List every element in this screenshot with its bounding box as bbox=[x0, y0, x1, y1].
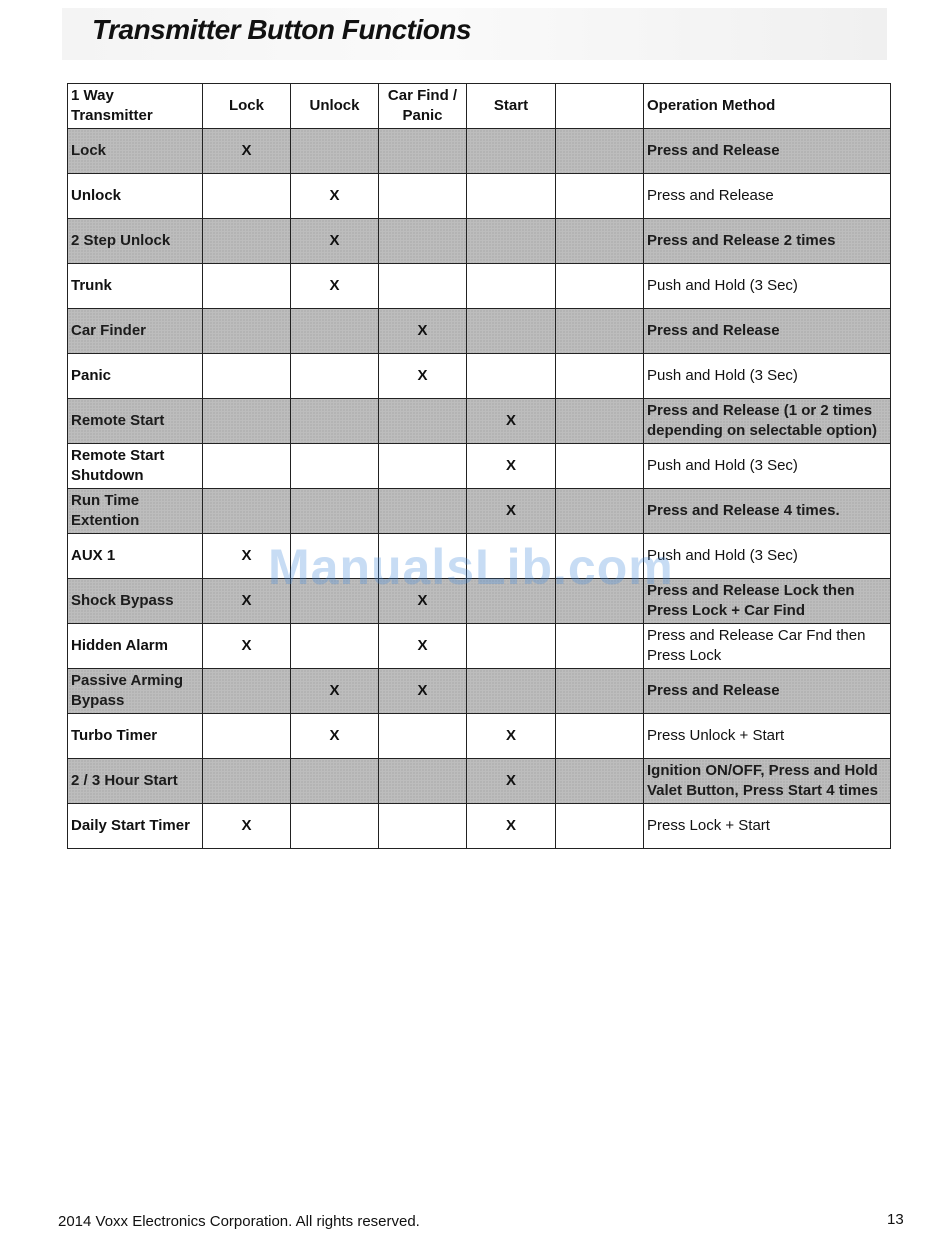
button-mark-cell bbox=[203, 174, 291, 219]
button-mark-cell bbox=[291, 579, 379, 624]
button-mark-cell: X bbox=[467, 759, 556, 804]
button-mark-cell: X bbox=[379, 624, 467, 669]
operation-method-cell: Press and Release 2 times bbox=[644, 219, 891, 264]
button-mark-cell bbox=[556, 534, 644, 579]
table-body bbox=[68, 129, 891, 849]
transmitter-functions-table bbox=[67, 83, 891, 849]
button-mark-cell bbox=[467, 669, 556, 714]
button-mark-cell bbox=[379, 714, 467, 759]
operation-method-cell: Push and Hold (3 Sec) bbox=[644, 444, 891, 489]
button-mark-cell bbox=[203, 354, 291, 399]
button-mark-cell bbox=[556, 309, 644, 354]
button-mark-cell: X bbox=[291, 669, 379, 714]
operation-method-cell: Press and Release bbox=[644, 309, 891, 354]
button-mark-cell: X bbox=[203, 534, 291, 579]
operation-method-cell: Press and Release bbox=[644, 669, 891, 714]
button-mark-cell bbox=[467, 579, 556, 624]
button-mark-cell bbox=[379, 174, 467, 219]
table-row bbox=[68, 174, 891, 219]
page-title: Transmitter Button Functions bbox=[92, 14, 472, 45]
header-function: 1 Way Transmitter bbox=[68, 84, 203, 129]
button-mark-cell bbox=[291, 444, 379, 489]
operation-method-cell: Press Unlock + Start bbox=[644, 714, 891, 759]
button-mark-cell bbox=[556, 489, 644, 534]
button-mark-cell bbox=[379, 759, 467, 804]
button-mark-cell bbox=[379, 219, 467, 264]
button-mark-cell bbox=[203, 759, 291, 804]
watermark: ManualsLib.com bbox=[268, 539, 674, 595]
button-mark-cell: X bbox=[467, 804, 556, 849]
button-mark-cell: X bbox=[291, 174, 379, 219]
button-mark-cell bbox=[556, 444, 644, 489]
function-name-cell: Passive Arming Bypass bbox=[68, 669, 203, 714]
table-row bbox=[68, 624, 891, 669]
button-mark-cell: X bbox=[379, 354, 467, 399]
button-mark-cell bbox=[291, 129, 379, 174]
operation-method-cell: Press and Release Car Fnd then Press Lock bbox=[644, 624, 891, 669]
button-mark-cell bbox=[203, 714, 291, 759]
operation-method-cell: Press and Release Lock then Press Lock + Car Find bbox=[644, 579, 891, 624]
button-mark-cell bbox=[203, 264, 291, 309]
table-row bbox=[68, 399, 891, 444]
table-row bbox=[68, 714, 891, 759]
button-mark-cell bbox=[291, 534, 379, 579]
operation-method-cell: Press and Release (1 or 2 times depending on selectable option) bbox=[644, 399, 891, 444]
table-row bbox=[68, 219, 891, 264]
button-mark-cell: X bbox=[467, 444, 556, 489]
button-mark-cell bbox=[291, 309, 379, 354]
button-mark-cell bbox=[467, 174, 556, 219]
button-mark-cell: X bbox=[291, 264, 379, 309]
button-mark-cell bbox=[467, 129, 556, 174]
button-mark-cell: X bbox=[467, 489, 556, 534]
button-mark-cell bbox=[467, 354, 556, 399]
button-mark-cell bbox=[379, 444, 467, 489]
button-mark-cell bbox=[203, 669, 291, 714]
operation-method-cell: Press and Release 4 times. bbox=[644, 489, 891, 534]
button-mark-cell bbox=[379, 489, 467, 534]
function-name-cell: Hidden Alarm bbox=[68, 624, 203, 669]
button-mark-cell: X bbox=[379, 579, 467, 624]
table-header-row bbox=[68, 84, 891, 129]
header-start: Start bbox=[467, 84, 556, 129]
button-mark-cell bbox=[203, 399, 291, 444]
table-row bbox=[68, 759, 891, 804]
function-name-cell: Daily Start Timer bbox=[68, 804, 203, 849]
operation-method-cell: Push and Hold (3 Sec) bbox=[644, 354, 891, 399]
button-mark-cell bbox=[467, 264, 556, 309]
footer-copyright: 2014 Voxx Electronics Corporation. All rights reserved. bbox=[58, 1213, 420, 1230]
button-mark-cell bbox=[467, 309, 556, 354]
button-mark-cell bbox=[203, 309, 291, 354]
function-name-cell: Panic bbox=[68, 354, 203, 399]
table-row bbox=[68, 264, 891, 309]
function-name-cell: Car Finder bbox=[68, 309, 203, 354]
table-row bbox=[68, 489, 891, 534]
button-mark-cell bbox=[291, 399, 379, 444]
function-name-cell: 2 / 3 Hour Start bbox=[68, 759, 203, 804]
button-mark-cell: X bbox=[467, 714, 556, 759]
button-mark-cell bbox=[291, 759, 379, 804]
button-mark-cell: X bbox=[379, 669, 467, 714]
button-mark-cell: X bbox=[203, 804, 291, 849]
button-mark-cell bbox=[556, 804, 644, 849]
button-mark-cell bbox=[291, 804, 379, 849]
function-name-cell: Unlock bbox=[68, 174, 203, 219]
button-mark-cell: X bbox=[379, 309, 467, 354]
button-mark-cell bbox=[203, 444, 291, 489]
header-operation-method: Operation Method bbox=[644, 84, 891, 129]
button-mark-cell bbox=[556, 354, 644, 399]
button-mark-cell bbox=[291, 624, 379, 669]
function-name-cell: Shock Bypass bbox=[68, 579, 203, 624]
button-mark-cell bbox=[556, 399, 644, 444]
header-unlock: Unlock bbox=[291, 84, 379, 129]
button-mark-cell: X bbox=[203, 579, 291, 624]
table-row bbox=[68, 579, 891, 624]
table-row bbox=[68, 354, 891, 399]
operation-method-cell: Push and Hold (3 Sec) bbox=[644, 264, 891, 309]
function-name-cell: Run Time Extention bbox=[68, 489, 203, 534]
button-mark-cell bbox=[556, 669, 644, 714]
button-mark-cell bbox=[556, 219, 644, 264]
operation-method-cell: Ignition ON/OFF, Press and Hold Valet Button, Press Start 4 times bbox=[644, 759, 891, 804]
header-blank bbox=[556, 84, 644, 129]
button-mark-cell bbox=[203, 219, 291, 264]
function-name-cell: Turbo Timer bbox=[68, 714, 203, 759]
button-mark-cell bbox=[556, 579, 644, 624]
button-mark-cell bbox=[556, 264, 644, 309]
operation-method-cell: Press and Release bbox=[644, 174, 891, 219]
operation-method-cell: Press Lock + Start bbox=[644, 804, 891, 849]
button-mark-cell bbox=[379, 129, 467, 174]
table-row bbox=[68, 534, 891, 579]
table-row bbox=[68, 669, 891, 714]
button-mark-cell bbox=[203, 489, 291, 534]
button-mark-cell: X bbox=[203, 624, 291, 669]
button-mark-cell bbox=[467, 534, 556, 579]
button-mark-cell bbox=[556, 624, 644, 669]
button-mark-cell bbox=[556, 174, 644, 219]
button-mark-cell bbox=[379, 264, 467, 309]
button-mark-cell: X bbox=[203, 129, 291, 174]
function-name-cell: Trunk bbox=[68, 264, 203, 309]
button-mark-cell bbox=[556, 714, 644, 759]
table-row bbox=[68, 309, 891, 354]
button-mark-cell: X bbox=[467, 399, 556, 444]
table-row bbox=[68, 129, 891, 174]
function-name-cell: Remote Start Shutdown bbox=[68, 444, 203, 489]
operation-method-cell: Push and Hold (3 Sec) bbox=[644, 534, 891, 579]
function-name-cell: Lock bbox=[68, 129, 203, 174]
button-mark-cell: X bbox=[291, 714, 379, 759]
button-mark-cell bbox=[291, 489, 379, 534]
operation-method-cell: Press and Release bbox=[644, 129, 891, 174]
function-name-cell: AUX 1 bbox=[68, 534, 203, 579]
button-mark-cell: X bbox=[291, 219, 379, 264]
page-number: 13 bbox=[887, 1211, 904, 1228]
function-name-cell: 2 Step Unlock bbox=[68, 219, 203, 264]
button-mark-cell bbox=[556, 129, 644, 174]
header-car-find-panic: Car Find / Panic bbox=[379, 84, 467, 129]
button-mark-cell bbox=[291, 354, 379, 399]
button-mark-cell bbox=[467, 219, 556, 264]
function-name-cell: Remote Start bbox=[68, 399, 203, 444]
button-mark-cell bbox=[379, 534, 467, 579]
button-mark-cell bbox=[379, 804, 467, 849]
button-mark-cell bbox=[467, 624, 556, 669]
header-lock: Lock bbox=[203, 84, 291, 129]
table-row bbox=[68, 804, 891, 849]
table-row bbox=[68, 444, 891, 489]
button-mark-cell bbox=[379, 399, 467, 444]
button-mark-cell bbox=[556, 759, 644, 804]
